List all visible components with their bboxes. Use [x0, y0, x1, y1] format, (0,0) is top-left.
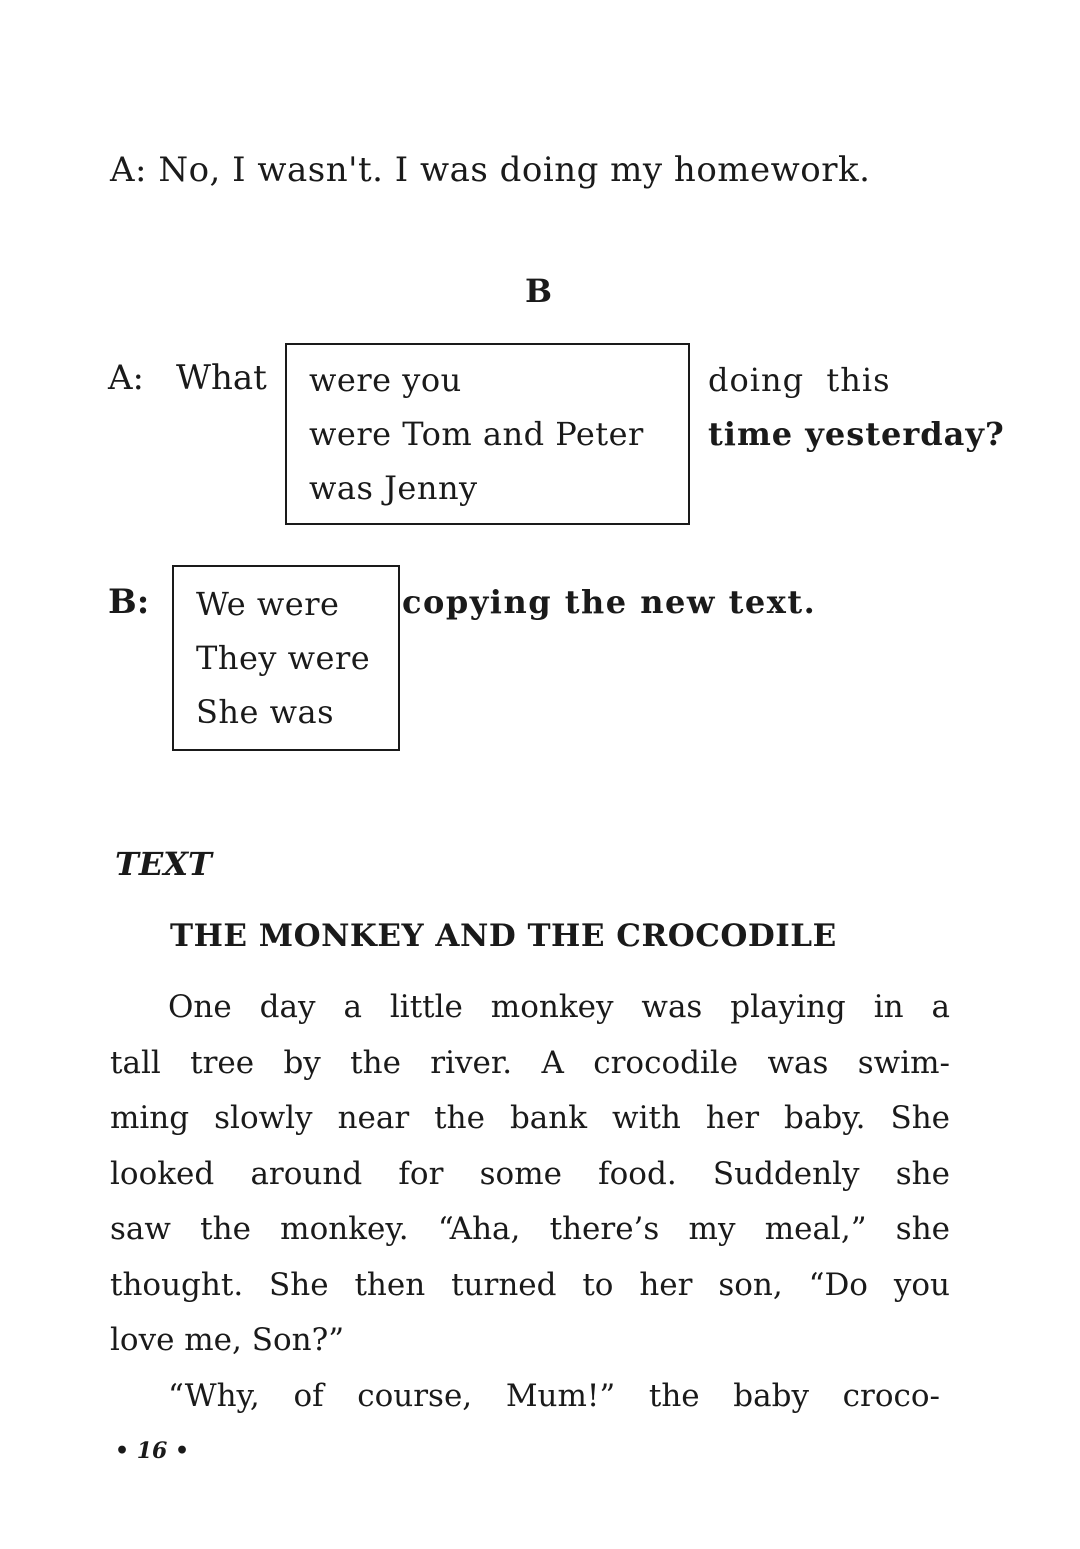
question-prefix: What [176, 358, 267, 398]
answer-options-box [172, 565, 400, 751]
question-suffix-line: doing this [708, 361, 891, 399]
question-option: were Tom and Peter [309, 415, 644, 453]
story-title: THE MONKEY AND THE CROCODILE [170, 918, 837, 954]
answer-suffix: copying the new text. [402, 583, 817, 621]
paragraph-line: ming slowly near the bank with her baby. She [110, 1100, 950, 1136]
paragraph-line: thought. She then turned to her son, “Do you [110, 1266, 950, 1303]
dialogue-line-a: A: No, I wasn't. I was doing my homework. [110, 150, 871, 190]
story-paragraph-1 [110, 980, 950, 1369]
section-b-label: B [525, 272, 553, 310]
page-number: • 16 • [115, 1438, 190, 1464]
paragraph-line: looked around for some food. Suddenly she [110, 1155, 950, 1192]
text-heading: TEXT [115, 845, 212, 883]
paragraph-line: “Why, of course, Mum!” the baby croco- [168, 1378, 940, 1414]
paragraph-line: saw the monkey. “Aha, there’s my meal,” she [110, 1211, 950, 1247]
question-option: were you [309, 361, 462, 399]
question-option: was Jenny [309, 469, 478, 507]
answer-option: She was [196, 693, 335, 731]
paragraph-line: One day a little monkey was playing in a [168, 989, 950, 1025]
paragraph-line: love me, Son?” [110, 1322, 345, 1358]
question-speaker: A: [108, 358, 145, 398]
answer-option: They were [196, 639, 371, 677]
answer-option: We were [196, 585, 340, 623]
question-suffix-line: time yesterday? [708, 415, 1005, 453]
story-paragraph-2 [110, 1369, 940, 1425]
answer-speaker: B: [108, 582, 150, 622]
paragraph-line: tall tree by the river. A crocodile was swim- [110, 1044, 950, 1081]
question-options-box [285, 343, 690, 525]
